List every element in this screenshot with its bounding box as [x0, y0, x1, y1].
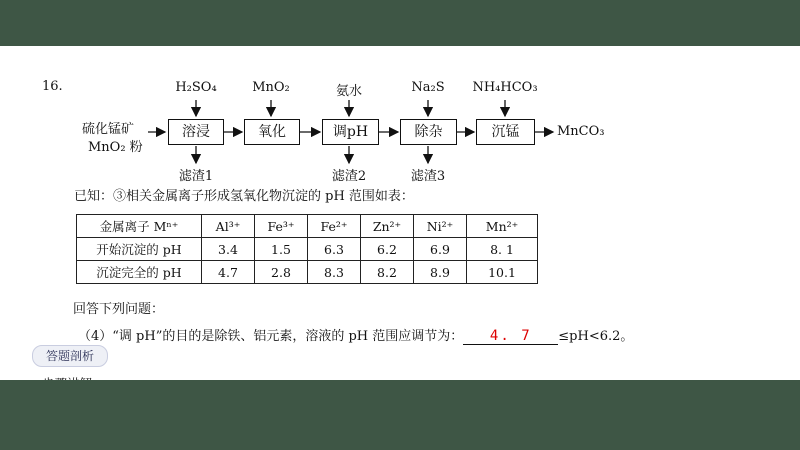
flowchart-arrows [0, 0, 800, 190]
table-cell: 6.3 [308, 238, 361, 261]
reagent-na2s: Na₂S [411, 80, 445, 95]
table-row-label: 沉淀完全的 pH [77, 261, 202, 284]
step-impurity-removal: 除杂 [400, 119, 457, 145]
step-oxidation: 氧化 [244, 119, 300, 145]
ph-range-table [76, 214, 538, 284]
table-ion-header: Mn²⁺ [467, 215, 538, 238]
question-4-suffix: ≤pH<6.2。 [558, 329, 634, 344]
table-header-label: 金属离子 Mⁿ⁺ [77, 215, 202, 238]
start-material-line1: 硫化锰矿 [82, 122, 135, 137]
table-cell: 3.4 [202, 238, 255, 261]
analysis-button[interactable]: 答题剖析 [32, 345, 108, 367]
table-cell: 8.2 [361, 261, 414, 284]
question-4-text: （4）“调 pH”的目的是除铁、铝元素，溶液的 pH 范围应调节为： [78, 329, 464, 344]
table-cell: 2.8 [255, 261, 308, 284]
table-cell: 10.1 [467, 261, 538, 284]
table-cell: 1.5 [255, 238, 308, 261]
reagent-h2so4: H₂SO₄ [175, 80, 217, 95]
reagent-ammonia: 氨水 [335, 84, 362, 99]
table-header-row [77, 215, 538, 238]
table-cell: 4.7 [202, 261, 255, 284]
table-ion-header: Al³⁺ [202, 215, 255, 238]
reagent-nh4hco3: NH₄HCO₃ [472, 80, 538, 95]
table-row [77, 238, 538, 261]
answer-prompt: 回答下列问题： [73, 302, 165, 317]
table-ion-header: Fe³⁺ [255, 215, 308, 238]
bottom-bar [0, 380, 800, 450]
step-adjust-ph: 调pH [322, 119, 379, 145]
table-cell: 8. 1 [467, 238, 538, 261]
table-cell: 6.2 [361, 238, 414, 261]
table-cell: 8.3 [308, 261, 361, 284]
table-cell: 8.9 [414, 261, 467, 284]
table-ion-header: Fe²⁺ [308, 215, 361, 238]
table-ion-header: Ni²⁺ [414, 215, 467, 238]
step-mn-precipitation: 沉锰 [476, 119, 535, 145]
table-row [77, 261, 538, 284]
table-row-label: 开始沉淀的 pH [77, 238, 202, 261]
step-leaching: 溶浸 [168, 119, 224, 145]
residue-2: 滤渣2 [331, 169, 367, 184]
question-4 [78, 325, 633, 345]
residue-1: 滤渣1 [178, 169, 214, 184]
product-mnco3: MnCO₃ [557, 124, 605, 139]
start-material-line2: MnO₂ 粉 [88, 140, 143, 155]
reagent-mno2: MnO₂ [252, 80, 290, 95]
residue-3: 滤渣3 [410, 169, 446, 184]
known-conditions-text: 已知：③相关金属离子形成氢氧化物沉淀的 pH 范围如表： [74, 189, 414, 204]
question-number: 16. [42, 79, 63, 94]
table-cell: 6.9 [414, 238, 467, 261]
answer-blank: 4. 7 [463, 328, 558, 345]
table-ion-header: Zn²⁺ [361, 215, 414, 238]
